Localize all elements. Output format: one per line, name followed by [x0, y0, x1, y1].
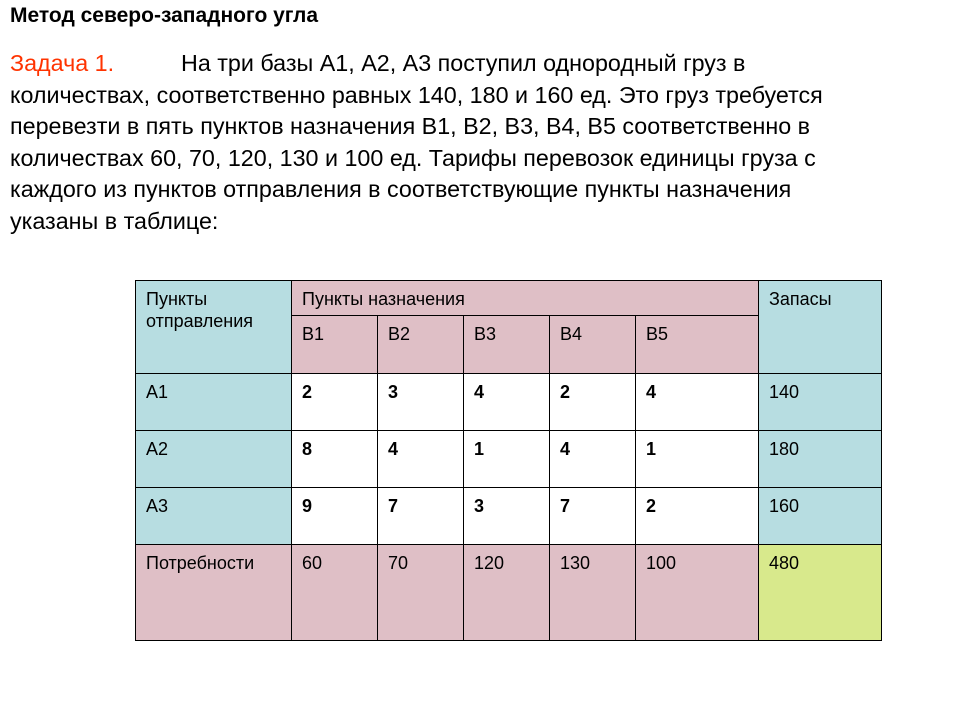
cost-cell: 3 [464, 488, 550, 545]
total-cell: 480 [759, 545, 882, 641]
table-row [136, 431, 882, 488]
transport-table [135, 280, 882, 641]
problem-line-3: перевезти в пять пунктов назначения В1, В2, В3, В4, В5 соответственно в [10, 113, 810, 139]
problem-line-1 [10, 48, 955, 80]
table-row [136, 488, 882, 545]
supply-cell: 140 [759, 374, 882, 431]
origin-cell: А3 [136, 488, 292, 545]
destination-header-cell: В5 [636, 316, 759, 374]
cost-cell: 1 [464, 431, 550, 488]
destination-header-cell: В3 [464, 316, 550, 374]
problem-line-5: каждого из пунктов отправления в соответствующие пункты назначения [10, 176, 792, 202]
cost-cell: 1 [636, 431, 759, 488]
cost-cell: 2 [636, 488, 759, 545]
problem-line-2: количествах, соответственно равных 140, 180 и 160 ед. Это груз требуется [10, 81, 823, 108]
cost-cell: 8 [292, 431, 378, 488]
problem-statement [10, 48, 955, 237]
demand-cell: 120 [464, 545, 550, 641]
cost-cell: 2 [292, 374, 378, 431]
cost-cell: 3 [378, 374, 464, 431]
cost-cell: 4 [378, 431, 464, 488]
cost-cell: 7 [550, 488, 636, 545]
problem-line-4: количествах 60, 70, 120, 130 и 100 ед. Тарифы перевозок единицы груза с [10, 144, 816, 171]
table-header-row [136, 281, 882, 316]
header-supply: Запасы [759, 281, 882, 374]
demand-label-cell: Потребности [136, 545, 292, 641]
problem-line-6: указаны в таблице: [10, 207, 219, 234]
demand-cell: 60 [292, 545, 378, 641]
destination-header-cell: В1 [292, 316, 378, 374]
cost-cell: 4 [464, 374, 550, 431]
supply-cell: 180 [759, 431, 882, 488]
cost-cell: 4 [550, 431, 636, 488]
origin-cell: А2 [136, 431, 292, 488]
destination-header-cell: В2 [378, 316, 464, 374]
cost-cell: 4 [636, 374, 759, 431]
table-row [136, 374, 882, 431]
header-origin: Пункты отправления [136, 281, 292, 374]
cost-cell: 2 [550, 374, 636, 431]
cost-cell: 9 [292, 488, 378, 545]
demand-cell: 70 [378, 545, 464, 641]
header-destinations: Пункты назначения [292, 281, 759, 316]
demand-row [136, 545, 882, 641]
problem-text-line-1: На три базы А1, А2, А3 поступил однородный груз в [181, 50, 746, 76]
problem-label: Задача 1. [10, 50, 115, 76]
demand-cell: 130 [550, 545, 636, 641]
destination-header-cell: В4 [550, 316, 636, 374]
supply-cell: 160 [759, 488, 882, 545]
origin-cell: А1 [136, 374, 292, 431]
demand-cell: 100 [636, 545, 759, 641]
page-title: Метод северо-западного угла [10, 4, 319, 27]
cost-cell: 7 [378, 488, 464, 545]
